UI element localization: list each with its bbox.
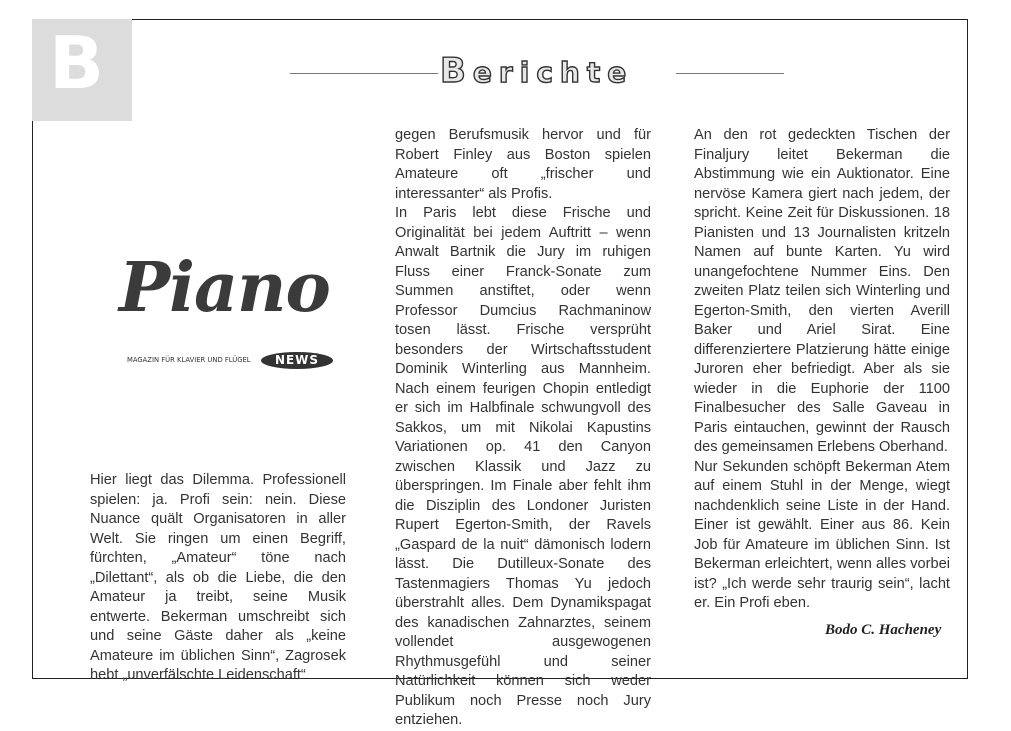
section-tab — [32, 19, 132, 121]
section-letter: B — [49, 21, 104, 105]
author-signature: Bodo C. Hacheney — [825, 622, 942, 638]
article-column-2 — [395, 126, 651, 731]
paragraph: An den rot gedeckten Tischen der Finaljury leitet Bekerman die Abstimmung wie ein Auktionator. Eine nervöse Kamera giert nach jedem, der spricht. Keine Zeit für Diskussionen. 18 Pianisten und 13 Journalisten kritzeln Namen auf bunte Karten. Yu wird unangefochtene Nummer Eins. Den zweiten Platz teilen sich Winterling und Egerton-Smith, den vierten Averill Baker und Ariel Sirat. Eine differenziertere Platzierung hätte einige Juroren eher befriedigt. Aber als sie wieder in die Euphorie der 1100 Finalbesucher des Salle Gaveau in Paris eintauchen, gewinnt der Rausch des gemeinsamen Erlebens Oberhand. — [694, 127, 950, 455]
article-column-1 — [90, 471, 346, 686]
section-heading: Berichte — [440, 51, 634, 91]
paragraph: In Paris lebt diese Frische und Originalität bei jedem Auftritt – wenn Anwalt Bartnik die Jury im ruhigen Fluss einer Franck-Sonate zum Summen anstiftet, oder wenn Professor Dumcius Rachmaninow tosen lässt. Frische versprüht besonders der Wirtschaftsstudent Dominik Winterling aus Mannheim. Nach einem feurigen Chopin entledigt er sich im Halbfinale schwungvoll des Sakkos, um mit Nikolai Kapustins Variationen op. 41 den Canyon zwischen Klassik und Jazz zu überspringen. Im Finale aber fehlt ihm die Disziplin des Londoner Juristen Rupert Egerton-Smith, der Ravels „Gaspard de la nuit“ dämonisch lodern lässt. Die Dutilleux-Sonate des Tastenmagiers Thomas Yu jedoch überstrahlt alles. Dem Dynamikspagat des kanadischen Zahnarztes, seinem vollendet ausgewogenen Rhythmusgefühl und seiner Natürlichkeit können sich weder Publikum noch Presse noch Jury entziehen. — [395, 205, 651, 728]
logo-tagline: MAGAZIN FÜR KLAVIER UND FLÜGEL — [127, 356, 251, 364]
article-column-3 — [694, 126, 950, 614]
heading-rule-right — [676, 73, 784, 74]
logo-badge: NEWS — [261, 352, 333, 369]
piano-news-logo — [113, 248, 338, 377]
paragraph: gegen Berufsmusik hervor und für Robert Finley aus Boston spielen Amateure oft „frischer und interessanter“ als Profis. — [395, 127, 651, 202]
logo-wordmark: Piano — [119, 248, 330, 328]
paragraph: Nur Sekunden schöpft Bekerman Atem auf einem Stuhl in der Menge, wiegt nachdenklich seine Liste in der Hand. Einer ist gewählt. Einer aus 86. Kein Job für Amateure im üblichen Sinn. Ist Bekerman erleichtert, wenn alles vorbei ist? „Ich werde sehr traurig sein“, lacht er. Ein Profi eben. — [694, 458, 950, 611]
heading-rule-left — [290, 73, 438, 74]
paragraph: Hier liegt das Dilemma. Professionell spielen: ja. Profi sein: nein. Diese Nuance quält Organisatoren in aller Welt. Sie ringen um einen Begriff, fürchten, „Amateur“ töne nach „Dilettant“, als ob die Liebe, die den Amateur ja treibt, seine Musik entwerte. Bekerman umschreibt sich und seine Gäste daher als „keine Amateure im üblichen Sinn“, Zagrosek hebt „unverfälschte Leidenschaft“ — [90, 472, 346, 683]
